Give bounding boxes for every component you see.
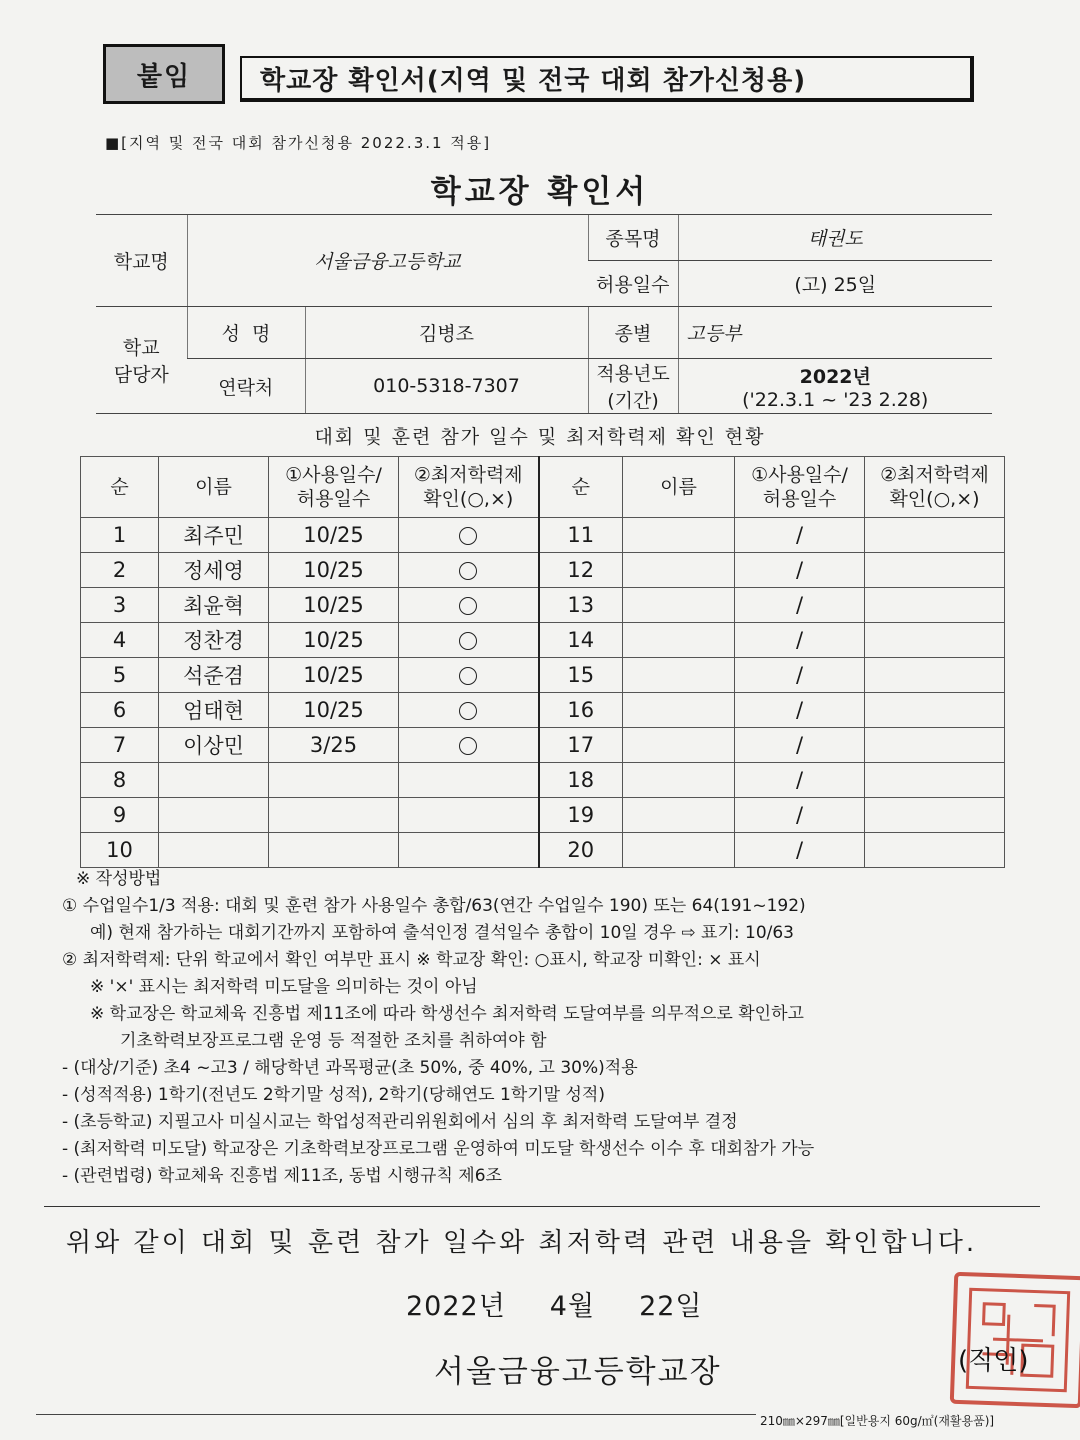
paper-spec: 210㎜×297㎜[일반용지 60g/㎡(재활용품)] xyxy=(760,1414,995,1428)
check-circle-icon xyxy=(459,667,477,685)
row-no: 9 xyxy=(81,798,159,833)
row-name: 석준겸 xyxy=(159,658,269,693)
row-name-right xyxy=(623,518,735,553)
row-name xyxy=(159,798,269,833)
row-check xyxy=(399,518,539,553)
row-name-right xyxy=(623,658,735,693)
check-circle-icon xyxy=(459,527,477,545)
row-no: 6 xyxy=(81,693,159,728)
col-check-right-line1: ②최저학력제 xyxy=(880,464,989,486)
col-check-line2: 확인(○,×) xyxy=(423,488,514,510)
col-check-right xyxy=(865,457,1005,518)
row-check-right xyxy=(865,728,1005,763)
period-year: 2022년 xyxy=(799,365,871,388)
contact-value: 010-5318-7307 xyxy=(305,359,588,414)
row-check-right xyxy=(865,658,1005,693)
row-days-right: / xyxy=(735,553,865,588)
contact-label: 연락처 xyxy=(187,359,305,414)
row-days-right: / xyxy=(735,763,865,798)
row-check-right xyxy=(865,553,1005,588)
row-no-right: 15 xyxy=(539,658,623,693)
instruction-1-example: 예) 현재 참가하는 대회기간까지 포함하여 출석인정 결석일수 총합이 10일 경우 ⇨ 표기: 10/63 xyxy=(90,923,794,943)
row-days xyxy=(269,833,399,868)
row-check-right xyxy=(865,518,1005,553)
row-no-right: 11 xyxy=(539,518,623,553)
col-check-line1: ②최저학력제 xyxy=(413,464,523,486)
row-days xyxy=(269,798,399,833)
col-days-right-line2: 허용일수 xyxy=(762,488,837,510)
row-name-right xyxy=(623,623,735,658)
manager-name-value: 김병조 xyxy=(305,307,588,359)
row-name-right xyxy=(623,728,735,763)
row-check-right xyxy=(865,833,1005,868)
school-name-label: 학교명 xyxy=(96,215,187,307)
check-circle-icon xyxy=(459,702,477,720)
row-no: 2 xyxy=(81,553,159,588)
row-no: 5 xyxy=(81,658,159,693)
instruction-2-note-b: ※ 학교장은 학교체육 진흥법 제11조에 따라 학생선수 최저학력 도달여부를 의무적으로 확인하고 xyxy=(90,1004,804,1024)
row-days: 10/25 xyxy=(269,658,399,693)
row-name: 최윤혁 xyxy=(159,588,269,623)
check-circle-icon xyxy=(459,597,477,615)
row-days: 3/25 xyxy=(269,728,399,763)
col-days-line1: ①사용일수/ xyxy=(285,464,382,486)
page-title: 학교장 확인서 xyxy=(430,174,650,210)
row-days: 10/25 xyxy=(269,588,399,623)
date-month: 4월 xyxy=(549,1291,596,1322)
row-days-right: / xyxy=(735,518,865,553)
table-row xyxy=(81,623,1005,658)
instructions-heading: ※ 작성방법 xyxy=(76,869,162,889)
row-name-right xyxy=(623,553,735,588)
row-name: 정찬경 xyxy=(159,623,269,658)
check-circle-icon xyxy=(459,632,477,650)
principal-name: 서울금융고등학교장 xyxy=(434,1354,722,1390)
check-circle-icon xyxy=(459,737,477,755)
table-row xyxy=(81,728,1005,763)
roster-table xyxy=(80,456,1004,868)
row-no: 10 xyxy=(81,833,159,868)
period-label-line1: 적용년도 xyxy=(596,363,670,385)
signature-date xyxy=(406,1284,747,1323)
attachment-label: 붙임 xyxy=(103,44,225,104)
sport-label: 종목명 xyxy=(588,215,678,261)
roster-section-title: 대회 및 훈련 참가 일수 및 최저학력제 확인 현황 xyxy=(314,426,766,448)
row-check xyxy=(399,588,539,623)
date-day: 22일 xyxy=(639,1291,703,1322)
row-check-right xyxy=(865,763,1005,798)
allowed-days-label: 허용일수 xyxy=(588,261,678,307)
row-check xyxy=(399,658,539,693)
row-no-right: 17 xyxy=(539,728,623,763)
detail-target: - (대상/기준) 초4 ~고3 / 해당학년 과목평균(초 50%, 중 40%, 고 30%)적용 xyxy=(62,1058,638,1078)
row-days-right: / xyxy=(735,623,865,658)
col-check xyxy=(399,457,539,518)
division-label: 종별 xyxy=(588,307,678,359)
row-check-right xyxy=(865,798,1005,833)
divider-line xyxy=(44,1206,1040,1207)
row-no: 7 xyxy=(81,728,159,763)
row-days-right: / xyxy=(735,728,865,763)
period-range: ('22.3.1 ~ '23 2.28) xyxy=(742,388,929,411)
table-row xyxy=(81,588,1005,623)
row-check-right xyxy=(865,693,1005,728)
row-days: 10/25 xyxy=(269,623,399,658)
row-no-right: 14 xyxy=(539,623,623,658)
period-label-line2: (기간) xyxy=(607,390,659,412)
manager-name-label: 성 명 xyxy=(187,307,305,359)
instruction-1: ① 수업일수1/3 적용: 대회 및 훈련 참가 사용일수 총합/63(연간 수업일수 190) 또는 64(191~192) xyxy=(62,896,806,916)
table-row xyxy=(81,798,1005,833)
row-check-right xyxy=(865,588,1005,623)
row-no-right: 16 xyxy=(539,693,623,728)
table-row xyxy=(81,518,1005,553)
table-row xyxy=(81,763,1005,798)
manager-label-line2: 담당자 xyxy=(113,364,169,386)
manager-label xyxy=(96,307,187,414)
footer-line xyxy=(36,1414,756,1415)
row-check xyxy=(399,693,539,728)
table-row xyxy=(81,553,1005,588)
applicability-line: ■[지역 및 전국 대회 참가신청용 2022.3.1 적용] xyxy=(105,134,492,152)
row-days-right: / xyxy=(735,833,865,868)
roster-header-row xyxy=(81,457,1005,518)
seal-mark: (직인) xyxy=(958,1346,1029,1376)
sport-value: 태권도 xyxy=(678,215,992,261)
row-no-right: 12 xyxy=(539,553,623,588)
col-days-right-line1: ①사용일수/ xyxy=(751,464,848,486)
row-name-right xyxy=(623,693,735,728)
confirmation-text: 위와 같이 대회 및 훈련 참가 일수와 최저학력 관련 내용을 확인합니다. xyxy=(66,1228,978,1258)
row-no: 8 xyxy=(81,763,159,798)
row-check xyxy=(399,728,539,763)
table-row xyxy=(81,833,1005,868)
row-name-right xyxy=(623,798,735,833)
detail-below-minimum: - (최저학력 미도달) 학교장은 기초학력보장프로그램 운영하여 미도달 학생선수 이수 후 대회참가 가능 xyxy=(62,1139,815,1159)
detail-law: - (관련법령) 학교체육 진흥법 제11조, 동법 시행규칙 제6조 xyxy=(62,1166,502,1186)
col-days-line2: 허용일수 xyxy=(296,488,371,510)
row-no-right: 13 xyxy=(539,588,623,623)
row-check xyxy=(399,623,539,658)
row-check xyxy=(399,553,539,588)
row-check xyxy=(399,798,539,833)
division-value: 고등부 xyxy=(678,307,992,359)
row-name-right xyxy=(623,833,735,868)
col-name-right: 이름 xyxy=(623,457,735,518)
row-days: 10/25 xyxy=(269,553,399,588)
row-no-right: 20 xyxy=(539,833,623,868)
row-days-right: / xyxy=(735,693,865,728)
school-name-value: 서울금융고등학교 xyxy=(187,215,588,307)
row-check xyxy=(399,833,539,868)
instruction-2: ② 최저학력제: 단위 학교에서 확인 여부만 표시 ※ 학교장 확인: ○표시, 학교장 미확인: × 표시 xyxy=(62,950,761,970)
col-no-right: 순 xyxy=(539,457,623,518)
row-name-right xyxy=(623,588,735,623)
row-no: 3 xyxy=(81,588,159,623)
instructions xyxy=(62,866,1042,1190)
table-row xyxy=(81,658,1005,693)
period-value xyxy=(678,359,992,414)
row-name xyxy=(159,763,269,798)
form-title: 학교장 확인서(지역 및 전국 대회 참가신청용) xyxy=(240,56,974,102)
row-days-right: / xyxy=(735,588,865,623)
date-year: 2022년 xyxy=(406,1291,506,1322)
row-name: 정세영 xyxy=(159,553,269,588)
col-days xyxy=(269,457,399,518)
row-days-right: / xyxy=(735,798,865,833)
col-days-right xyxy=(735,457,865,518)
row-days xyxy=(269,763,399,798)
row-no: 4 xyxy=(81,623,159,658)
row-name: 이상민 xyxy=(159,728,269,763)
col-check-right-line2: 확인(○,×) xyxy=(889,488,980,510)
row-check-right xyxy=(865,623,1005,658)
school-info-table xyxy=(96,214,992,414)
row-days: 10/25 xyxy=(269,693,399,728)
period-label xyxy=(588,359,678,414)
col-no: 순 xyxy=(81,457,159,518)
row-days: 10/25 xyxy=(269,518,399,553)
allowed-days-value: (고) 25일 xyxy=(678,261,992,307)
row-no-right: 18 xyxy=(539,763,623,798)
instruction-2-note-c: 기초학력보장프로그램 운영 등 적절한 조치를 취하여야 함 xyxy=(120,1031,547,1051)
row-no: 1 xyxy=(81,518,159,553)
col-name: 이름 xyxy=(159,457,269,518)
row-name xyxy=(159,833,269,868)
row-name-right xyxy=(623,763,735,798)
row-name: 최주민 xyxy=(159,518,269,553)
row-days-right: / xyxy=(735,658,865,693)
instruction-2-note-a: ※ '×' 표시는 최저학력 미도달을 의미하는 것이 아님 xyxy=(90,977,478,997)
detail-elementary: - (초등학교) 지필고사 미실시교는 학업성적관리위원회에서 심의 후 최저학력 도달여부 결정 xyxy=(62,1112,738,1132)
row-check xyxy=(399,763,539,798)
row-no-right: 19 xyxy=(539,798,623,833)
row-name: 엄태현 xyxy=(159,693,269,728)
table-row xyxy=(81,693,1005,728)
detail-grades: - (성적적용) 1학기(전년도 2학기말 성적), 2학기(당해연도 1학기말 성적) xyxy=(62,1085,605,1105)
check-circle-icon xyxy=(459,562,477,580)
manager-label-line1: 학교 xyxy=(122,337,160,359)
